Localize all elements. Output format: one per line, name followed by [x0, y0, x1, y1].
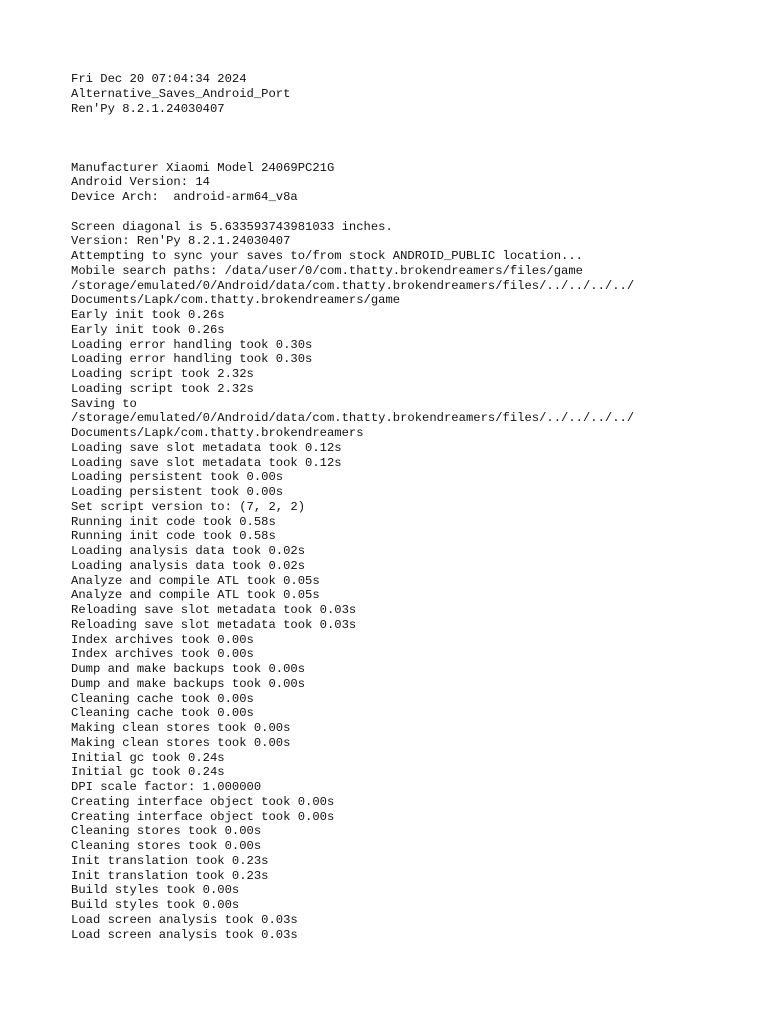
log-line: Attempting to sync your saves to/from stock ANDROID_PUBLIC location... [71, 249, 583, 263]
log-line: Screen diagonal is 5.633593743981033 inches. [71, 219, 393, 234]
log-line: Documents/Lapk/com.thatty.brokendreamers [71, 426, 364, 440]
blank-line [71, 131, 751, 146]
log-line: Initial gc took 0.24s [71, 750, 225, 765]
log-line: Loading script took 2.32s [71, 381, 254, 396]
log-line: Loading analysis data took 0.02s [71, 558, 306, 573]
log-line: Loading analysis data took 0.02s [71, 544, 306, 558]
log-line: Mobile search paths: /data/user/0/com.thatty.brokendreamers/files/game [71, 263, 583, 278]
device-arch: Device Arch: android-arm64_v8a [71, 190, 298, 204]
log-line: Creating interface object took 0.00s [71, 809, 335, 824]
log-line: Loading save slot metadata took 0.12s [71, 455, 342, 470]
log-line: Cleaning cache took 0.00s [71, 706, 254, 721]
log-line: Reloading save slot metadata took 0.03s [71, 617, 357, 632]
blank-line [71, 205, 751, 220]
log-line: Loading persistent took 0.00s [71, 470, 284, 485]
renpy-version: Ren'Py 8.2.1.24030407 [71, 101, 225, 116]
log-line: Set script version to: (7, 2, 2) [71, 499, 306, 514]
blank-line [71, 146, 751, 161]
log-line: Running init code took 0.58s [71, 514, 276, 529]
log-line: Loading script took 2.32s [71, 367, 254, 381]
log-line: Dump and make backups took 0.00s [71, 662, 306, 676]
log-line: Index archives took 0.00s [71, 632, 254, 647]
log-line: Early init took 0.26s [71, 308, 225, 322]
log-line: Loading error handling took 0.30s [71, 352, 313, 367]
log-line: Documents/Lapk/com.thatty.brokendreamers/game [71, 293, 401, 308]
log-line: Version: Ren'Py 8.2.1.24030407 [71, 234, 291, 249]
log-line: Build styles took 0.00s [71, 883, 240, 898]
log-line: Loading error handling took 0.30s [71, 337, 313, 352]
log-document [71, 72, 751, 942]
log-line: Analyze and compile ATL took 0.05s [71, 588, 320, 603]
android-version: Android Version: 14 [71, 175, 210, 190]
log-line: Cleaning stores took 0.00s [71, 824, 262, 839]
log-line: Loading save slot metadata took 0.12s [71, 440, 342, 455]
log-line: Cleaning cache took 0.00s [71, 691, 254, 706]
log-timestamp: Fri Dec 20 07:04:34 2024 [71, 72, 247, 86]
log-line: Saving to [71, 396, 137, 411]
log-line: Running init code took 0.58s [71, 529, 276, 544]
log-line: Analyze and compile ATL took 0.05s [71, 573, 320, 588]
app-name: Alternative_Saves_Android_Port [71, 86, 291, 101]
log-line: Making clean stores took 0.00s [71, 721, 291, 735]
log-line: Init translation took 0.23s [71, 853, 269, 868]
log-line: Creating interface object took 0.00s [71, 794, 335, 809]
log-line: Load screen analysis took 0.03s [71, 927, 298, 942]
log-line: DPI scale factor: 1.000000 [71, 780, 262, 794]
log-line: Reloading save slot metadata took 0.03s [71, 603, 357, 617]
log-line: Making clean stores took 0.00s [71, 735, 291, 750]
log-line: /storage/emulated/0/Android/data/com.thatty.brokendreamers/files/../../../../ [71, 411, 635, 426]
blank-line [71, 116, 751, 131]
log-line: Dump and make backups took 0.00s [71, 676, 306, 691]
log-line: Early init took 0.26s [71, 322, 225, 337]
log-line: Cleaning stores took 0.00s [71, 839, 262, 853]
log-line: Init translation took 0.23s [71, 868, 269, 883]
log-line: Load screen analysis took 0.03s [71, 912, 298, 927]
log-line: Build styles took 0.00s [71, 898, 240, 912]
log-line: Initial gc took 0.24s [71, 765, 225, 780]
log-line: /storage/emulated/0/Android/data/com.thatty.brokendreamers/files/../../../../ [71, 278, 635, 293]
device-manufacturer-model: Manufacturer Xiaomi Model 24069PC21G [71, 160, 335, 175]
log-lines [71, 220, 751, 943]
log-line: Index archives took 0.00s [71, 647, 254, 662]
log-line: Loading persistent took 0.00s [71, 485, 284, 499]
